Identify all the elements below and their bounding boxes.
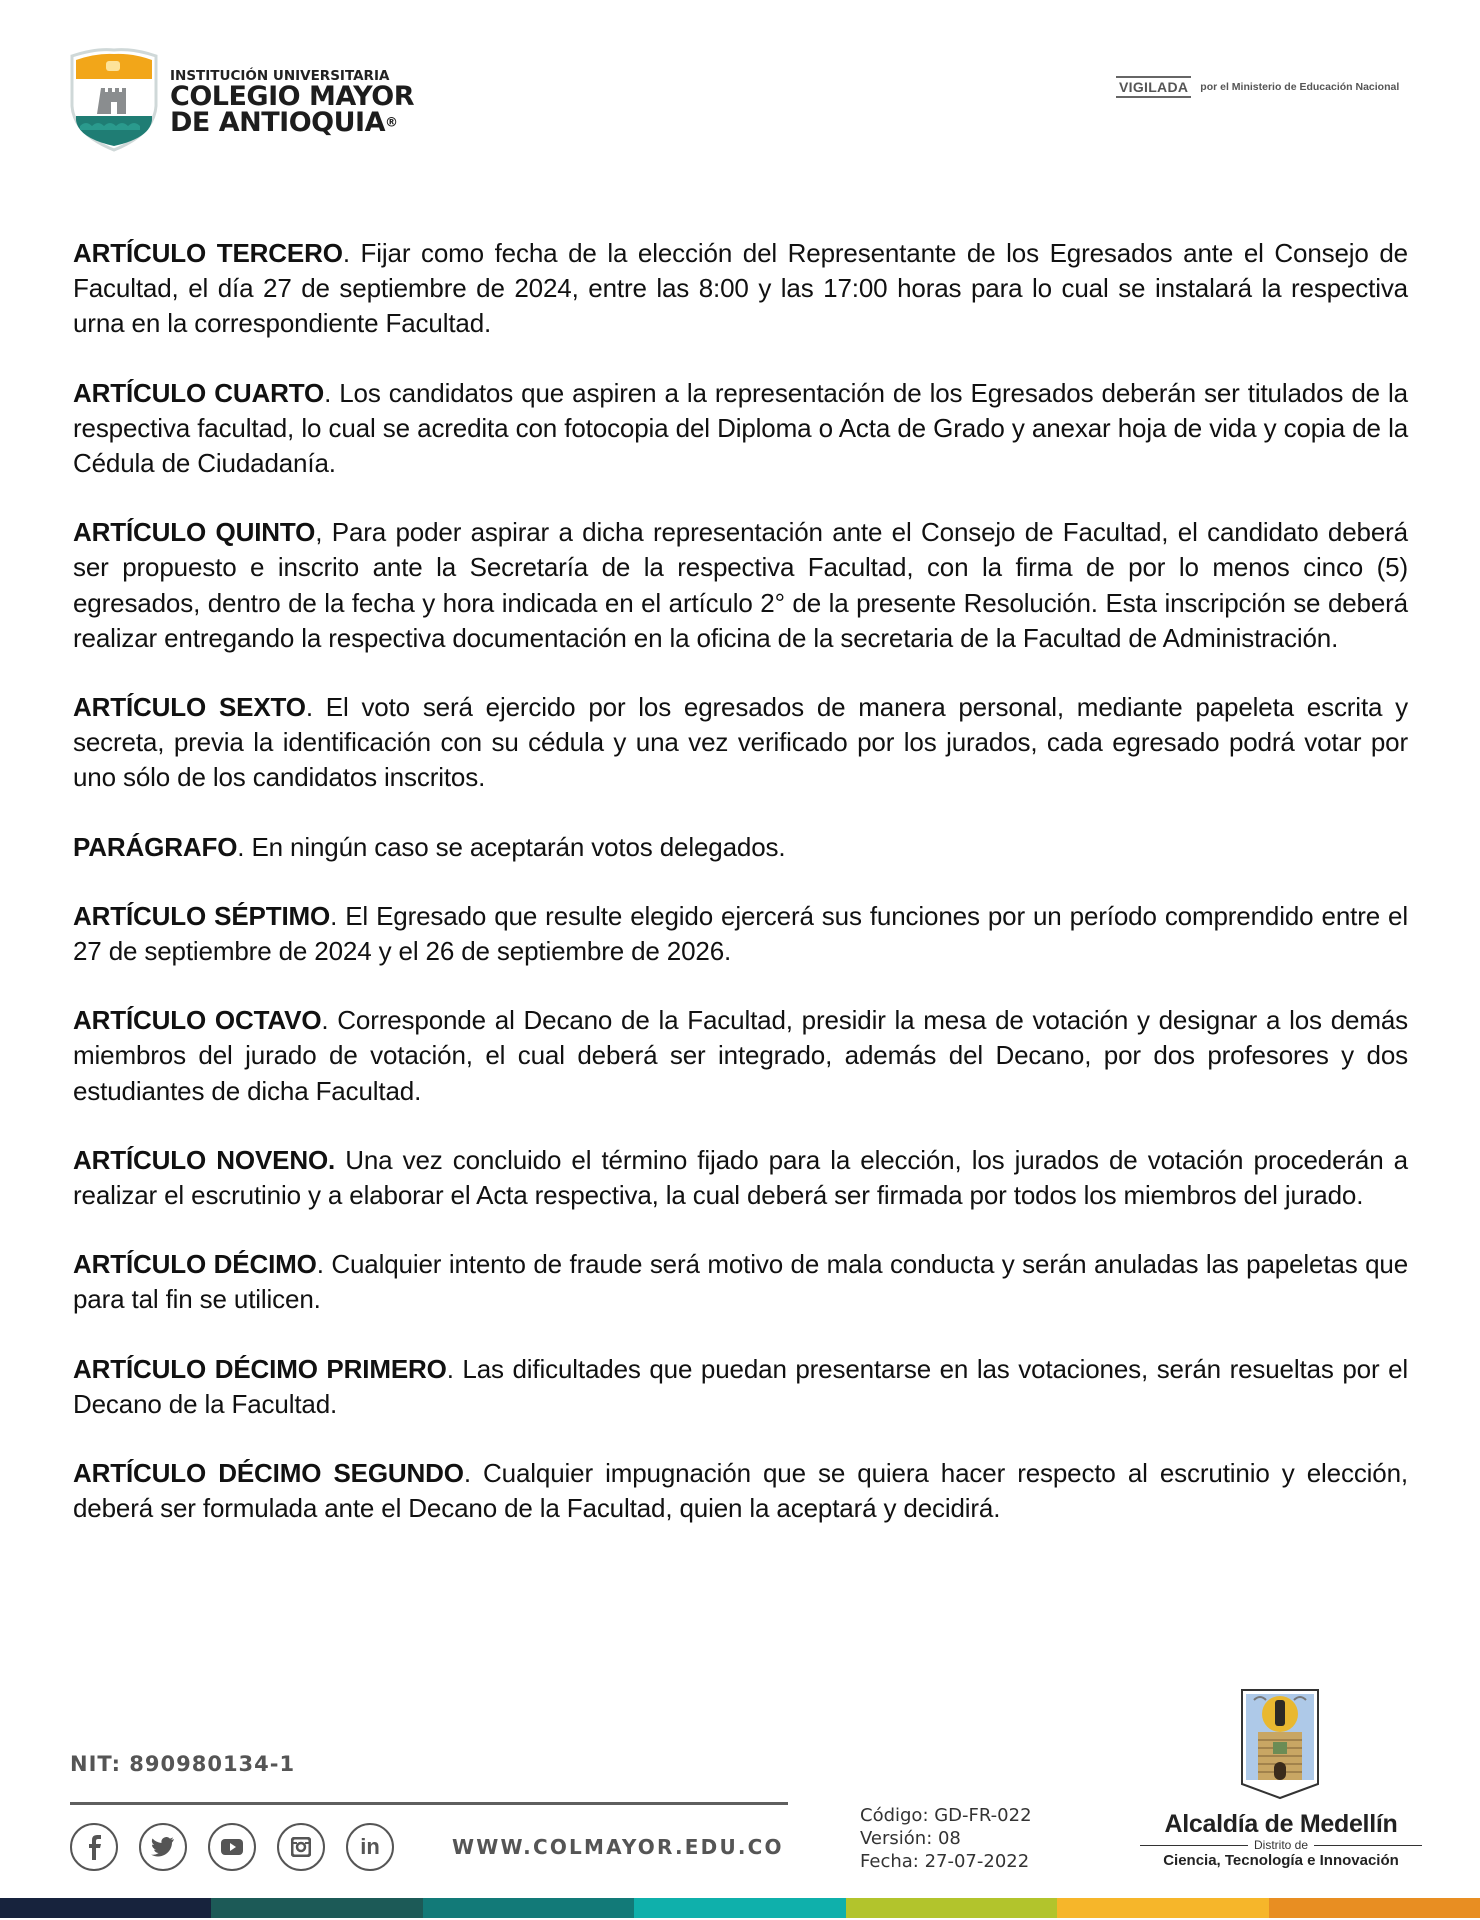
footer-divider: [70, 1802, 788, 1805]
alcaldia-tagline: Ciencia, Tecnología e Innovación: [1163, 1852, 1399, 1869]
article-4: ARTÍCULO CUARTO. Los candidatos que aspiren a la representación de los Egresados deberán ser titulados de la respectiva facultad, lo cual se acredita con fotocopia del Diploma o Acta de Grado y anexar hoja de vida y copia de la Cédula de Ciudadanía.: [73, 377, 1408, 479]
article-11: ARTÍCULO DÉCIMO PRIMERO. Las dificultades que puedan presentarse en las votaciones, serán resueltas por el Decano de la Facultad.: [73, 1353, 1409, 1419]
instagram-icon[interactable]: [277, 1823, 325, 1871]
institution-name: [170, 68, 414, 137]
article-heading: ARTÍCULO CUARTO: [73, 377, 325, 408]
article-text: En ningún caso se aceptarán votos delegados.: [251, 831, 786, 862]
nit-number: NIT: 890980134-1: [70, 1752, 296, 1776]
article-text: Los candidatos que aspiren a la representación de los Egresados deberán ser titulados de la respectiva facultad, lo cual se acredita con fotocopia del Diploma o Acta de Grado y anexar hoja de vida y copia de la Cédula de Ciudadanía.: [73, 377, 1408, 479]
article-heading: ARTÍCULO DÉCIMO: [73, 1249, 317, 1280]
institution-line-1: INSTITUCIÓN UNIVERSITARIA: [170, 68, 390, 84]
article-text: El Egresado que resulte elegido ejercerá sus funciones por un período comprendido entre el 27 de septiembre de 2024 y el 26 de septiembre de 2026.: [73, 900, 1408, 967]
article-12: ARTÍCULO DÉCIMO SEGUNDO. Cualquier impugnación que se quiera hacer respecto al escrutinio y elección, deberá ser formulada ante el Decano de la Facultad, quien la aceptará y decidirá.: [73, 1458, 1408, 1524]
article-10: ARTÍCULO DÉCIMO. Cualquier intento de fraude será motivo de mala conducta y serán anuladas las papeletas que para tal fin se utilicen.: [73, 1249, 1408, 1315]
institution-line-2: COLEGIO MAYOR: [170, 81, 414, 112]
article-text: Para poder aspirar a dicha representación ante el Consejo de Facultad, el candidato deberá ser propuesto e inscrito ante la Secretaría de la respectiva Facultad, con la firma de por lo menos cinco (5) egresados, dentro de la fecha y hora indicada en el artículo 2° de la presente Resolución. Esta inscripción se deberá realizar entregando la respectiva documentación en la oficina de la secretaria de la Facultad de Administración.: [73, 517, 1408, 653]
article-text: Corresponde al Decano de la Facultad, presidir la mesa de votación y designar a los demás miembros del jurado de votación, el cual deberá ser integrado, además del Decano, por dos profesores y dos estudiantes de dicha Facultad.: [73, 1005, 1408, 1106]
stripe-segment: [211, 1898, 422, 1918]
article-3: ARTÍCULO TERCERO. Fijar como fecha de la elección del Representante de los Egresados ante el Consejo de Facultad, el día 27 de septiembre de 2024, entre las 8:00 y las 17:00 horas para lo cual se instalará la respectiva urna en la correspondiente Facultad.: [73, 238, 1408, 339]
facebook-icon[interactable]: [70, 1823, 118, 1871]
article-8: ARTÍCULO OCTAVO. Corresponde al Decano de la Facultad, presidir la mesa de votación y designar a los demás miembros del jurado de votación, el cual deberá ser integrado, además del Decano, por dos profesores y dos estudiantes de dicha Facultad.: [73, 1005, 1408, 1106]
stripe-segment: [846, 1898, 1057, 1918]
alcaldia-medellin: [1140, 1810, 1422, 1870]
stripe-segment: [1269, 1898, 1480, 1918]
article-heading: ARTÍCULO TERCERO: [73, 238, 343, 268]
alcaldia-subtitle: Distrito de: [1253, 1838, 1309, 1852]
alcaldia-title: Alcaldía de Medellín: [1164, 1810, 1398, 1838]
stripe-segment: [0, 1898, 211, 1918]
article-5: ARTÍCULO QUINTO, Para poder aspirar a dicha representación ante el Consejo de Facultad, el candidato deberá ser propuesto e inscrito ante la Secretaría de la respectiva Facultad, con la firma de por lo menos cinco (5) egresados, dentro de la fecha y hora indicada en el artículo 2° de la presente Resolución. Esta inscripción se deberá realizar entregando la respectiva documentación en la oficina de la secretaria de la Facultad de Administración.: [73, 517, 1408, 653]
article-heading: ARTÍCULO NOVENO.: [73, 1144, 336, 1175]
article-heading: ARTÍCULO QUINTO: [73, 517, 316, 548]
article-text: El voto será ejercido por los egresados de manera personal, mediante papeleta escrita y secreta, previa la identificación con su cédula y una vez verificado por los jurados, cada egresado podrá votar por uno sólo de los candidatos inscritos.: [73, 692, 1409, 793]
website-link[interactable]: WWW.COLMAYOR.EDU.CO: [452, 1835, 784, 1859]
medellin-crest-logo: [1240, 1688, 1320, 1800]
article-7: ARTÍCULO SÉPTIMO. El Egresado que resulte elegido ejercerá sus funciones por un período comprendido entre el 27 de septiembre de 2024 y el 26 de septiembre de 2026.: [73, 900, 1408, 967]
codigo: Código: GD-FR-022: [860, 1805, 1032, 1826]
article-text: Las dificultades que puedan presentarse en las votaciones, serán resueltas por el Decano de la Facultad.: [73, 1353, 1409, 1419]
vigilada-label: VIGILADA: [1116, 76, 1191, 98]
article-6: ARTÍCULO SEXTO. El voto será ejercido por los egresados de manera personal, mediante papeleta escrita y secreta, previa la identificación con su cédula y una vez verificado por los jurados, cada egresado podrá votar por uno sólo de los candidatos inscritos.: [73, 692, 1409, 793]
article-text: Cualquier intento de fraude será motivo de mala conducta y serán anuladas las papeletas que para tal fin se utilicen.: [73, 1249, 1408, 1315]
stripe-segment: [423, 1898, 634, 1918]
article-text: Cualquier impugnación que se quiera hacer respecto al escrutinio y elección, deberá ser formulada ante el Decano de la Facultad, quien la aceptará y decidirá.: [73, 1458, 1408, 1524]
article-9: [73, 1143, 1408, 1213]
paragraph-note: PARÁGRAFO. En ningún caso se aceptarán votos delegados.: [73, 831, 786, 862]
color-stripe: [0, 1898, 1480, 1918]
article-text: Fijar como fecha de la elección del Representante de los Egresados ante el Consejo de Facultad, el día 27 de septiembre de 2024, entre las 8:00 y las 17:00 horas para lo cual se instalará la respectiva urna en la correspondiente Facultad.: [73, 238, 1408, 339]
article-heading: ARTÍCULO SEXTO: [73, 692, 306, 723]
article-heading: ARTÍCULO OCTAVO: [73, 1005, 322, 1036]
twitter-icon[interactable]: [139, 1823, 187, 1871]
registered-mark: ®: [384, 115, 398, 131]
article-heading: ARTÍCULO DÉCIMO SEGUNDO: [73, 1458, 464, 1489]
colegio-mayor-crest-logo: [66, 46, 162, 154]
document-body: [73, 236, 1408, 1560]
vigilada-text: por el Ministerio de Educación Nacional: [1200, 81, 1400, 93]
youtube-icon[interactable]: [208, 1823, 256, 1871]
stripe-segment: [634, 1898, 845, 1918]
article-heading: ARTÍCULO SÉPTIMO: [73, 900, 331, 931]
vigilada-badge: [1116, 76, 1399, 98]
article-heading: PARÁGRAFO: [73, 831, 238, 862]
article-text: Una vez concluido el término fijado para la elección, los jurados de votación procederán a realizar el escrutinio y a elaborar el Acta respectiva, la cual deberá ser firmada por todos los miembros del jurado.: [73, 1144, 1408, 1211]
document-codes: [860, 1804, 1032, 1873]
linkedin-icon[interactable]: in: [346, 1823, 394, 1871]
institution-line-3: DE ANTIOQUIA: [170, 107, 385, 138]
stripe-segment: [1057, 1898, 1268, 1918]
article-heading: ARTÍCULO DÉCIMO PRIMERO: [73, 1353, 447, 1384]
fecha: Fecha: 27-07-2022: [860, 1851, 1030, 1872]
version: Versión: 08: [860, 1828, 961, 1849]
social-links: [70, 1823, 394, 1871]
